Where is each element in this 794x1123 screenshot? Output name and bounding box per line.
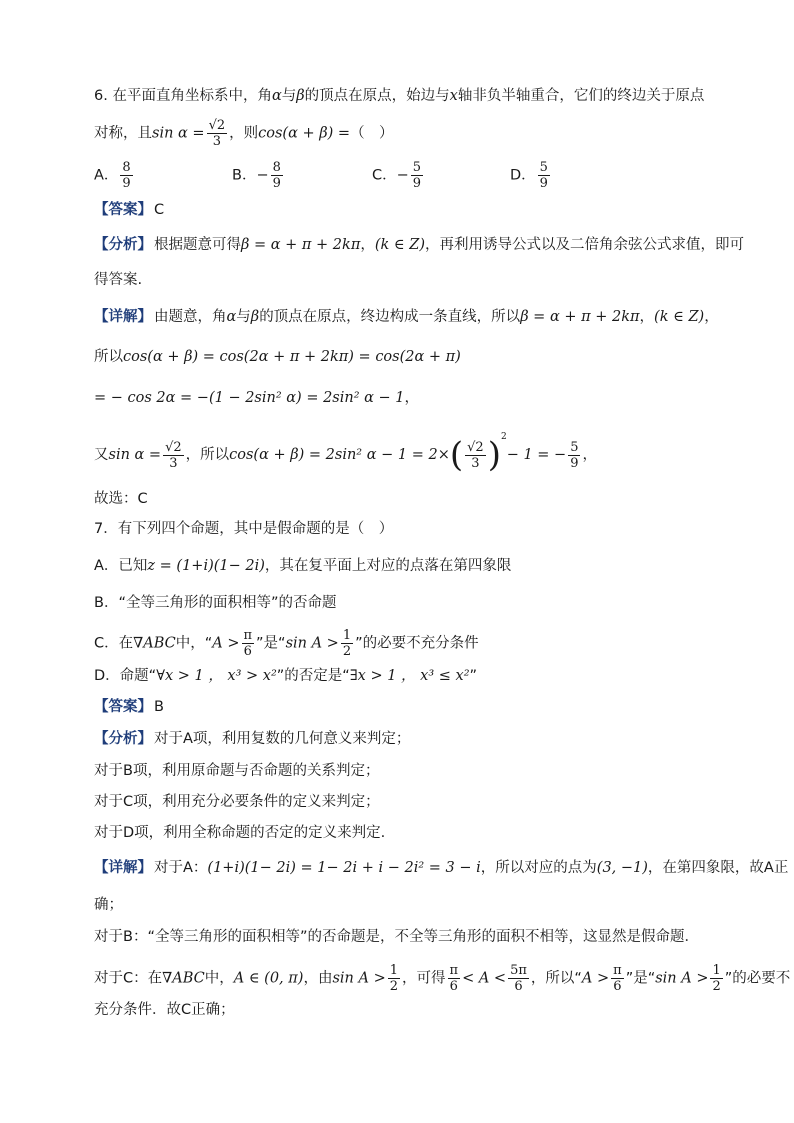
q7-stem: 7．有下列四个命题，其中是假命题的是（ ） [94, 521, 394, 537]
right-paren: ) [487, 435, 501, 475]
q6-conclusion: 故选：C [94, 491, 148, 507]
q6-detail-line-4: 又sin α = $\frac{√2}{3}$ ，所以cos(α + β) = 2sin² α − 1 = 2×( $\frac{√2}{3}$ )$^2$− 1 = − $\frac{5}{9}$ ， [94, 432, 597, 475]
q7-detail-b: 对于B：“全等三角形的面积相等”的否命题是，不全等三角形的面积不相等，这显然是假命题． [94, 929, 699, 945]
q7-analysis-line-2: 对于B项，利用原命题与否命题的关系判定； [94, 763, 380, 779]
left-paren: ( [449, 435, 464, 475]
q6-answer: 【答案】 C [94, 202, 165, 218]
q6-option-c: C．− $\frac{5}{9}$ [372, 160, 422, 191]
q6-detail-line-2: 所以cos(α + β) = cos(2α + π + 2kπ) = cos(2α + π) [94, 349, 461, 365]
q6-analysis-line-1: 【分析】 根据题意可得β = α + π + 2kπ，(k ∈ Z)，再利用诱导公式以及二倍角余弦公式求值，即可 [94, 237, 744, 253]
q6-stem-line-2: 对称，且sin α = $\frac{√2}{3}$ ，则cos(α + β) =（ ） [94, 118, 394, 149]
q6-option-a: A． $\frac{8}{9}$ [94, 160, 131, 191]
q7-analysis-line-4: 对于D项，利用全称命题的否定的定义来判定. [94, 825, 386, 841]
q7-option-a: A．已知z = (1+i)(1− 2i)，其在复平面上对应的点落在第四象限 [94, 558, 512, 574]
fraction: $\frac{√2}{3}$ [208, 118, 226, 149]
q7-analysis-line-1: 【分析】 对于A项，利用复数的几何意义来判定； [94, 731, 411, 747]
q7-option-b: B．“全等三角形的面积相等”的否命题 [94, 595, 337, 611]
q7-detail-c-line-2: 充分条件．故C正确； [94, 1002, 235, 1018]
q7-detail-c-line-1: 对于C：在∇ABC中，A ∈ (0, π)，由sin A > $\frac{1}{2}$ ，可得 $\frac{\pi}{6}$ < A < $\frac{5\pi}{6}$ ，所以“A > $\frac{\pi}{6}$ ”是“sin A > $\frac{1}{2}$ ”的必要不 [94, 963, 791, 994]
q6-detail-line-1: 【详解】 由题意，角α与β的顶点在原点，终边构成一条直线，所以β = α + π + 2kπ，(k ∈ Z)， [94, 309, 719, 325]
q7-option-c: C．在∇ABC中，“A > $\frac{\pi}{6}$ ”是“sin A > $\frac{1}{2}$ ”的必要不充分条件 [94, 628, 479, 659]
q6-detail-line-3: = − cos 2α = −(1 − 2sin² α) = 2sin² α − 1， [94, 390, 420, 406]
q6-option-b: B．− $\frac{8}{9}$ [232, 160, 281, 191]
q7-analysis-line-3: 对于C项，利用充分必要条件的定义来判定； [94, 794, 380, 810]
q6-analysis-line-2: 得答案. [94, 272, 143, 288]
q7-option-d: D．命题“∀x > 1 ， x³ > x²”的否定是“∃x > 1 ， x³ ≤ x²” [94, 668, 478, 684]
q6-stem-line-1: 6. 在平面直角坐标系中，角α与β的顶点在原点，始边与x轴非负半轴重合，它们的终边关于原点 [94, 88, 705, 104]
q7-detail-a-line-2: 确； [94, 897, 123, 913]
q6-option-d: D． $\frac{5}{9}$ [510, 160, 548, 191]
q7-answer: 【答案】 B [94, 699, 164, 715]
q7-detail-a-line-1: 【详解】 对于A：(1+i)(1− 2i) = 1− 2i + i − 2i² = 3 − i，所以对应的点为(3, −1)，在第四象限，故A正 [94, 860, 789, 876]
